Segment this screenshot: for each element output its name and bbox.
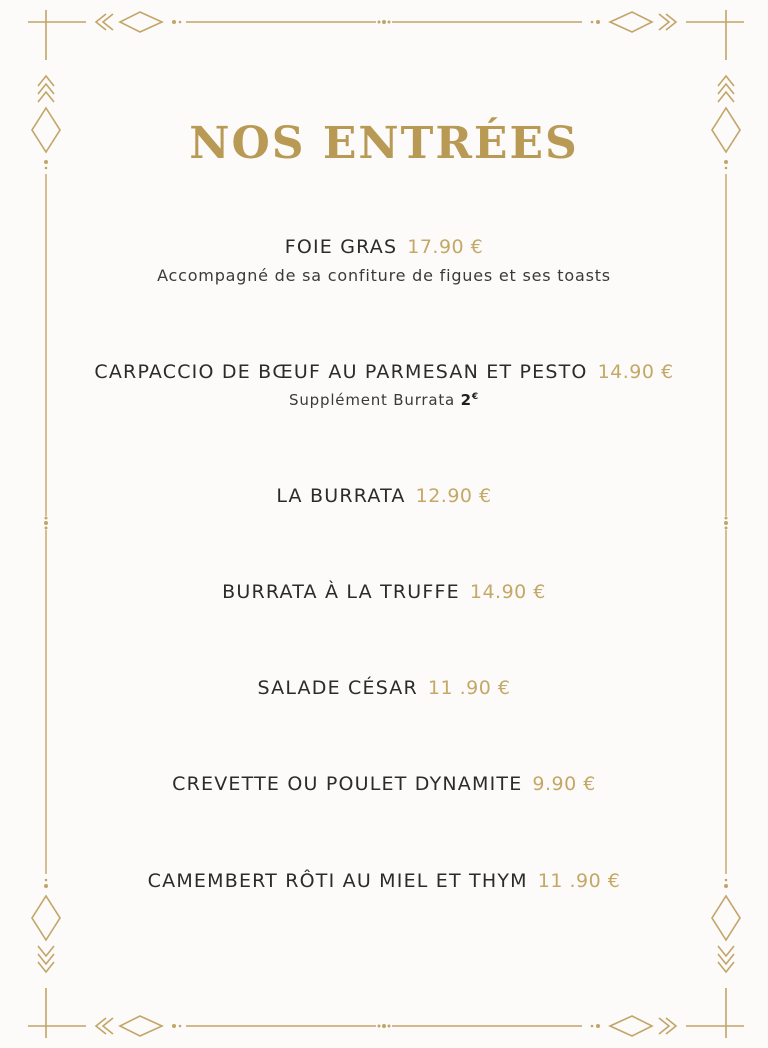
menu-item-salade-cesar (0, 677, 768, 699)
menu-item-carpaccio (0, 361, 768, 409)
item-name: SALADE CÉSAR (257, 677, 418, 699)
item-supplement (0, 391, 768, 409)
item-name: CAMEMBERT RÔTI AU MIEL ET THYM (147, 870, 528, 892)
item-name: CREVETTE OU POULET DYNAMITE (172, 773, 523, 795)
menu-title: NOS ENTRÉES (189, 118, 579, 169)
item-price: 14.90 € (469, 581, 546, 603)
supplement-price: 2€ (460, 391, 479, 409)
menu-item-crevette-poulet (0, 773, 768, 795)
item-price: 14.90 € (597, 361, 674, 383)
menu-item-burrata-truffe (0, 581, 768, 603)
item-price: 12.90 € (415, 485, 492, 507)
menu-item-la-burrata (0, 485, 768, 507)
item-price: 17.90 € (407, 236, 484, 258)
item-price: 9.90 € (532, 773, 596, 795)
item-price: 11 .90 € (427, 677, 511, 699)
item-name: CARPACCIO DE BŒUF AU PARMESAN ET PESTO (94, 361, 588, 383)
item-name: FOIE GRAS (284, 236, 398, 258)
item-name: BURRATA À LA TRUFFE (222, 581, 460, 603)
item-price: 11 .90 € (537, 870, 621, 892)
supplement-label: Supplément Burrata (289, 391, 456, 409)
menu-item-foie-gras (0, 236, 768, 285)
menu-item-camembert (0, 870, 768, 892)
item-description: Accompagné de sa confiture de figues et ses toasts (157, 266, 611, 285)
item-name: LA BURRATA (276, 485, 406, 507)
